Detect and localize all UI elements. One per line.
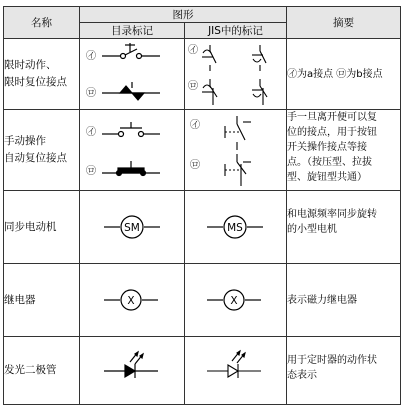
row-name-line: 手动操作: [4, 135, 46, 147]
table-row: [4, 191, 401, 264]
motor-symbol-label: MS: [227, 222, 243, 234]
mark-b: ㋺: [190, 160, 200, 171]
relay-jis-symbol: [185, 264, 286, 336]
table-row: [4, 39, 401, 110]
led-catalog-symbol: [80, 337, 184, 404]
row-desc-line: 位的接点，用于按钮: [287, 127, 377, 138]
jis-symbol-cell: [185, 191, 287, 264]
row-name: [4, 264, 80, 337]
jis-symbol-cell: [185, 264, 287, 337]
timed-a-contact-icon: [102, 43, 160, 59]
relay-catalog-symbol: [80, 264, 184, 336]
timed-contact-catalog-symbol: [80, 39, 184, 109]
timed-contact-jis-symbol: [185, 39, 286, 109]
header-name: 名称: [4, 7, 80, 39]
row-desc: [287, 337, 401, 405]
row-desc: [287, 264, 401, 337]
row-desc-line: 开关操作接点等接: [287, 142, 367, 153]
jis-pushbutton-a-icon: [225, 116, 251, 150]
sync-motor-catalog-symbol: [80, 191, 184, 263]
jis-pushbutton-b-icon: [225, 154, 251, 186]
jis-symbol-cell: [185, 110, 287, 191]
mark-b: ㋺: [86, 166, 96, 177]
row-name: [4, 110, 80, 191]
mark-a: ㋑: [188, 45, 198, 56]
header-jis: JIS中的标记: [185, 23, 287, 39]
pushbutton-a-icon: [102, 122, 160, 137]
catalog-symbol-cell: [80, 191, 185, 264]
sync-motor-jis-symbol: [185, 191, 286, 263]
row-name-line: 发光二极管: [4, 364, 57, 376]
header-group: 图形: [80, 7, 287, 23]
table-row: [4, 337, 401, 405]
mark-b: ㋺: [86, 88, 96, 99]
led-icon: [207, 351, 261, 378]
row-desc-line: 态表示: [287, 370, 317, 381]
symbol-table: [3, 6, 401, 405]
row-desc-line: 点。（按压型、拉拔: [287, 157, 372, 168]
row-desc: [287, 39, 401, 110]
row-desc: [287, 191, 401, 264]
row-desc-line: 表示磁力继电器: [287, 294, 357, 306]
catalog-symbol-cell: [80, 337, 185, 405]
header-catalog: 目录标记: [80, 23, 185, 39]
jis-symbol-cell: [185, 337, 287, 405]
motor-symbol-label: SM: [124, 222, 140, 234]
row-desc-line: ㋑为a接点 ㋺为b接点: [287, 68, 383, 80]
row-desc-line: 型、旋钮型共通）: [287, 172, 367, 183]
header-summary: 摘要: [287, 7, 401, 39]
mark-a: ㋑: [190, 120, 200, 131]
row-desc: [287, 110, 401, 191]
row-desc-line: 和电源频率同步旋转: [287, 209, 377, 220]
catalog-symbol-cell: [80, 110, 185, 191]
jis-timed-a-icon: [202, 45, 266, 71]
mark-b: ㋺: [188, 81, 198, 92]
mark-a: ㋑: [86, 127, 96, 138]
pushbutton-catalog-symbol: [80, 110, 184, 190]
row-name: [4, 337, 80, 405]
row-name-line: 自动复位接点: [4, 152, 67, 164]
table-row: [4, 110, 401, 191]
catalog-symbol-cell: [80, 264, 185, 337]
mark-a: ㋑: [86, 51, 96, 62]
table-row: [4, 264, 401, 337]
pushbutton-b-icon: [102, 161, 160, 176]
row-desc-line: 的小型电机: [287, 224, 337, 235]
catalog-symbol-cell: [80, 39, 185, 110]
row-name-line: 限时复位接点: [4, 76, 67, 88]
row-name: [4, 191, 80, 264]
jis-timed-b-icon: [202, 79, 267, 105]
relay-symbol-label: X: [230, 295, 238, 307]
jis-symbol-cell: [185, 39, 287, 110]
led-jis-symbol: [185, 337, 286, 404]
row-desc-line: 用于定时器的动作状: [287, 355, 377, 366]
pushbutton-jis-symbol: [185, 110, 286, 190]
row-desc-line: 手一旦离开便可以复: [287, 112, 377, 123]
relay-symbol-label: X: [127, 295, 135, 307]
row-name-line: 同步电动机: [4, 220, 57, 233]
row-name-line: 限时动作、: [4, 59, 57, 71]
led-icon: [104, 352, 158, 378]
row-name: [4, 39, 80, 110]
timed-b-contact-icon: [102, 82, 160, 100]
row-name-line: 继电器: [4, 293, 36, 306]
